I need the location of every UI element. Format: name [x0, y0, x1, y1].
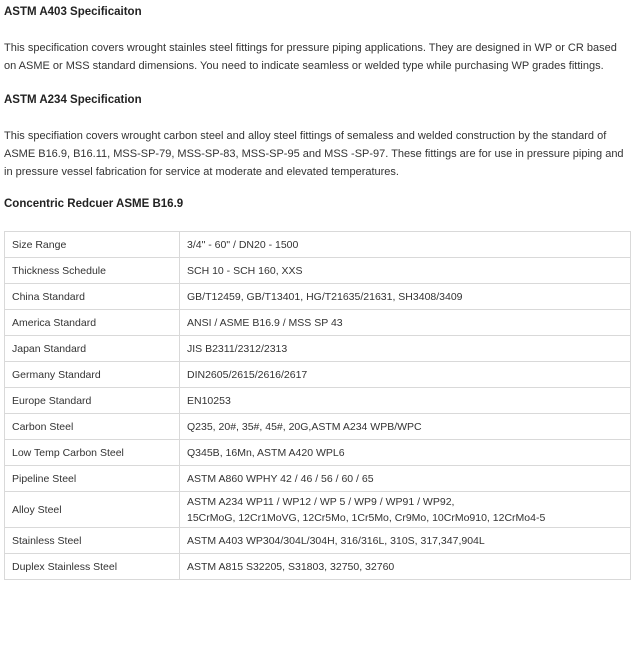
row-label: Size Range [5, 232, 180, 258]
row-label: Thickness Schedule [5, 258, 180, 284]
row-label: Japan Standard [5, 336, 180, 362]
section-heading-a403: ASTM A403 Specificaiton [4, 6, 142, 18]
row-label: Alloy Steel [5, 492, 180, 528]
table-row [5, 440, 631, 466]
row-label: Carbon Steel [5, 414, 180, 440]
row-value-line: 15CrMoG, 12Cr1MoVG, 12Cr5Mo, 1Cr5Mo, Cr9Mo, 10CrMo910, 12CrMo4-5 [187, 511, 546, 524]
row-label: Pipeline Steel [5, 466, 180, 492]
row-label: Stainless Steel [5, 528, 180, 554]
table-row [5, 492, 631, 528]
row-value: SCH 10 - SCH 160, XXS [180, 258, 631, 284]
table-row [5, 310, 631, 336]
table-row [5, 336, 631, 362]
table-row [5, 232, 631, 258]
row-value: ANSI / ASME B16.9 / MSS SP 43 [180, 310, 631, 336]
table-row [5, 466, 631, 492]
row-label: Europe Standard [5, 388, 180, 414]
row-value: Q235, 20#, 35#, 45#, 20G,ASTM A234 WPB/WPC [180, 414, 631, 440]
table-row [5, 362, 631, 388]
row-value: EN10253 [180, 388, 631, 414]
table-row [5, 528, 631, 554]
row-value: ASTM A860 WPHY 42 / 46 / 56 / 60 / 65 [180, 466, 631, 492]
spec-table [4, 231, 631, 580]
row-value: JIS B2311/2312/2313 [180, 336, 631, 362]
row-value: Q345B, 16Mn, ASTM A420 WPL6 [180, 440, 631, 466]
row-value: 3/4" - 60" / DN20 - 1500 [180, 232, 631, 258]
row-label: Duplex Stainless Steel [5, 554, 180, 580]
row-value: GB/T12459, GB/T13401, HG/T21635/21631, SH3408/3409 [180, 284, 631, 310]
table-row [5, 554, 631, 580]
row-value: DIN2605/2615/2616/2617 [180, 362, 631, 388]
row-label: America Standard [5, 310, 180, 336]
row-label: China Standard [5, 284, 180, 310]
section-heading-a234: ASTM A234 Specification [4, 94, 142, 106]
table-row [5, 258, 631, 284]
row-label: Low Temp Carbon Steel [5, 440, 180, 466]
row-value: ASTM A403 WP304/304L/304H, 316/316L, 310S, 317,347,904L [180, 528, 631, 554]
section-body-a403: This specification covers wrought stainles steel fittings for pressure piping applications. They are designed in WP or CR based on ASME or MSS standard dimensions. You need to indicate seamless or welded type while purchasing WP grades fittings. [4, 42, 617, 72]
table-row [5, 284, 631, 310]
table-row [5, 414, 631, 440]
section-body-a234: This specifiation covers wrought carbon steel and alloy steel fittings of semaless and welded construction by the standard of ASME B16.9, B16.11, MSS-SP-79, MSS-SP-83, MSS-SP-95 and MSS -SP-97. These fittings are for use in pressure piping and in pressure vessel fabrication for service at moderate and elevated temperatures. [4, 130, 624, 178]
row-value: ASTM A815 S32205, S31803, 32750, 32760 [180, 554, 631, 580]
table-heading: Concentric Redcuer ASME B16.9 [4, 198, 184, 210]
row-label: Germany Standard [5, 362, 180, 388]
table-row [5, 388, 631, 414]
row-value-line: ASTM A234 WP11 / WP12 / WP 5 / WP9 / WP91 / WP92, [187, 495, 455, 508]
row-value [180, 492, 631, 528]
